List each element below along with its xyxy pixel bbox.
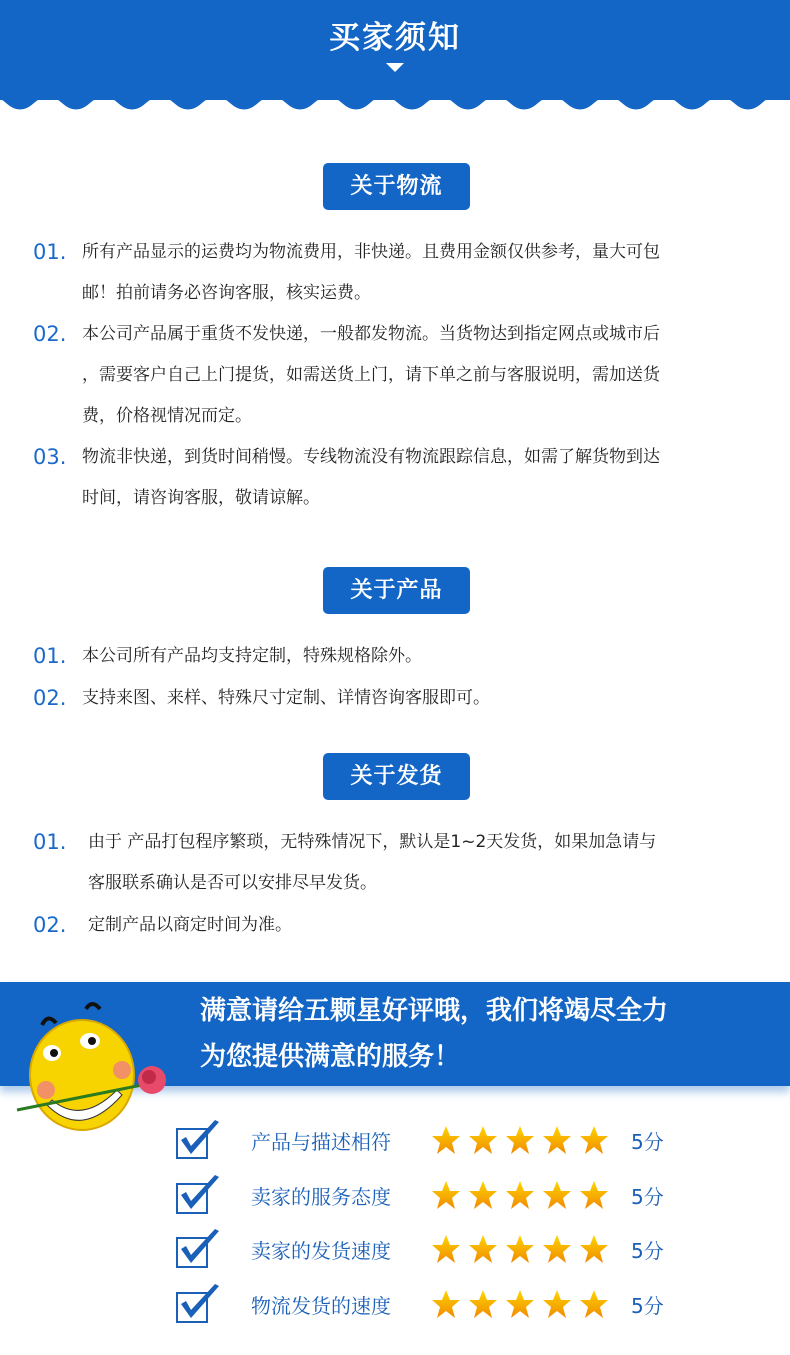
section-title: 关于产品	[323, 567, 470, 614]
star-icon	[505, 1289, 535, 1319]
item-number: 03.	[33, 445, 67, 469]
star-icon	[542, 1234, 572, 1264]
list-item	[33, 822, 773, 904]
rating-score: 5分	[631, 1293, 664, 1318]
list-item	[33, 232, 773, 314]
list-item	[33, 437, 773, 519]
rating-score: 5分	[631, 1184, 664, 1209]
star-icon	[505, 1234, 535, 1264]
item-number: 01.	[33, 644, 67, 668]
item-number: 02.	[33, 913, 67, 937]
item-number: 01.	[33, 830, 67, 854]
item-text-line: 邮！拍前请务必咨询客服，核实运费。	[82, 283, 371, 303]
rating-score: 5分	[631, 1129, 664, 1154]
star-rating	[431, 1289, 631, 1319]
rating-row	[175, 1175, 664, 1215]
down-arrow-icon	[386, 63, 404, 72]
star-icon	[468, 1234, 498, 1264]
star-icon	[579, 1289, 609, 1319]
star-rating	[431, 1180, 631, 1210]
item-number: 02.	[33, 686, 67, 710]
list-item	[33, 678, 773, 719]
rating-label: 卖家的发货速度	[251, 1238, 391, 1263]
star-icon	[579, 1180, 609, 1210]
smiley-with-rose-icon	[12, 995, 182, 1135]
star-icon	[431, 1125, 461, 1155]
rating-label: 产品与描述相符	[251, 1129, 391, 1154]
star-icon	[579, 1125, 609, 1155]
item-number: 02.	[33, 322, 67, 346]
item-text-line: 时间，请咨询客服，敬请谅解。	[82, 488, 320, 508]
rating-score: 5分	[631, 1238, 664, 1263]
list-item	[33, 314, 773, 437]
list-item	[33, 636, 773, 677]
star-icon	[542, 1289, 572, 1319]
wave-divider	[0, 90, 790, 120]
section-title: 关于物流	[323, 163, 470, 210]
page-title: 买家须知	[329, 20, 461, 56]
star-icon	[542, 1125, 572, 1155]
rating-row	[175, 1229, 664, 1269]
section-title: 关于发货	[323, 753, 470, 800]
star-icon	[431, 1180, 461, 1210]
star-icon	[505, 1180, 535, 1210]
item-text-line: 本公司所有产品均支持定制，特殊规格除外。	[82, 646, 422, 666]
star-icon	[542, 1180, 572, 1210]
item-text-line: 物流非快递，到货时间稍慢。专线物流没有物流跟踪信息，如需了解货物到达	[82, 447, 660, 467]
star-icon	[468, 1180, 498, 1210]
star-rating	[431, 1234, 631, 1264]
checkbox-checked-icon	[175, 1229, 221, 1269]
checkbox-checked-icon	[175, 1175, 221, 1215]
list-item	[33, 905, 773, 946]
banner-line-2: 为您提供满意的服务！	[200, 1042, 461, 1072]
item-text-line: ，需要客户自己上门提货，如需送货上门，请下单之前与客服说明，需加送货	[82, 365, 660, 385]
rating-label: 物流发货的速度	[251, 1293, 391, 1318]
star-rating	[431, 1125, 631, 1155]
star-icon	[431, 1289, 461, 1319]
item-text-line: 本公司产品属于重货不发快递，一般都发物流。当货物达到指定网点或城市后	[82, 324, 660, 344]
item-text-line: 支持来图、来样、特殊尺寸定制、详情咨询客服即可。	[82, 688, 490, 708]
checkbox-checked-icon	[175, 1120, 221, 1160]
rating-row	[175, 1120, 664, 1160]
checkbox-checked-icon	[175, 1284, 221, 1324]
rating-label: 卖家的服务态度	[251, 1184, 391, 1209]
item-text-line: 客服联系确认是否可以安排尽早发货。	[88, 873, 377, 893]
star-icon	[468, 1125, 498, 1155]
item-text-line: 定制产品以商定时间为准。	[88, 915, 292, 935]
star-icon	[431, 1234, 461, 1264]
star-icon	[579, 1234, 609, 1264]
banner-line-1: 满意请给五颗星好评哦，我们将竭尽全力	[200, 996, 669, 1026]
item-number: 01.	[33, 240, 67, 264]
star-icon	[505, 1125, 535, 1155]
item-text-line: 由于 产品打包程序繁琐，无特殊情况下，默认是1~2天发货，如果加急请与	[88, 832, 657, 852]
star-icon	[468, 1289, 498, 1319]
item-text-line: 所有产品显示的运费均为物流费用，非快递。且费用金额仅供参考，量大可包	[82, 242, 660, 262]
rating-row	[175, 1284, 664, 1324]
item-text-line: 费，价格视情况而定。	[82, 406, 252, 426]
